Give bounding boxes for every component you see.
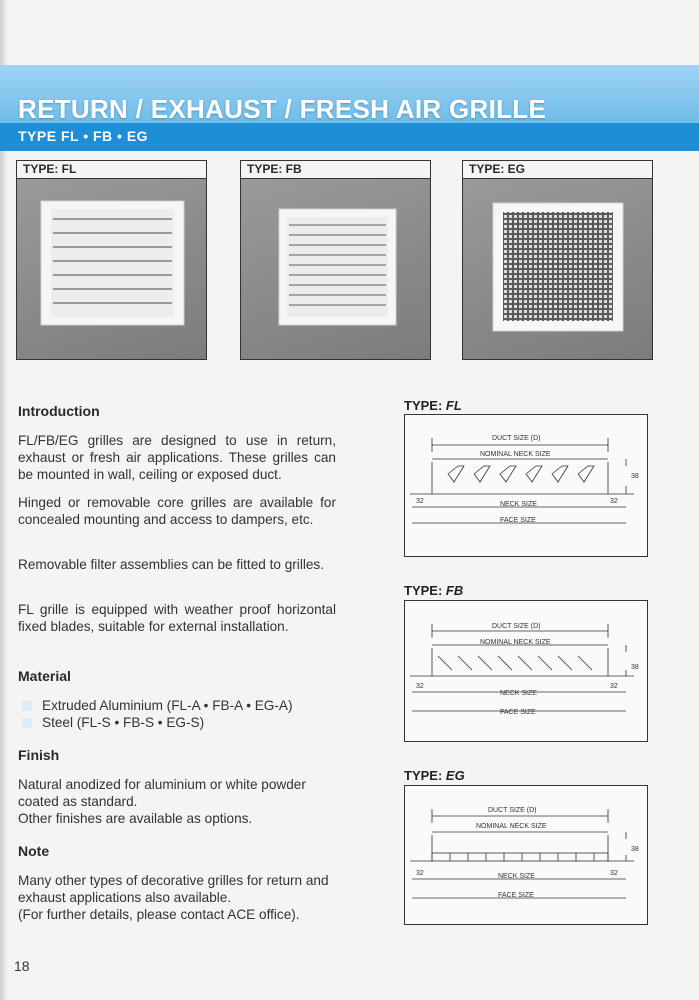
diagram-label-fb: TYPE: FB: [404, 583, 464, 598]
svg-text:NECK SIZE: NECK SIZE: [500, 501, 537, 508]
svg-text:38: 38: [631, 846, 639, 853]
intro-paragraph-2: Hinged or removable core grilles are available for concealed mounting and access to dampers, etc.: [18, 495, 336, 527]
page-number: 18: [14, 958, 30, 974]
svg-text:NECK SIZE: NECK SIZE: [498, 873, 535, 880]
svg-text:38: 38: [631, 473, 639, 480]
svg-text:FACE SIZE: FACE SIZE: [498, 892, 534, 899]
svg-text:38: 38: [631, 664, 639, 671]
page-title: RETURN / EXHAUST / FRESH AIR GRILLE: [18, 94, 547, 124]
finish-heading: Finish: [18, 747, 60, 763]
svg-text:32: 32: [416, 498, 424, 505]
photo-fl: [17, 179, 206, 359]
intro-paragraph-3: Removable filter assemblies can be fitted to grilles.: [18, 557, 324, 572]
svg-text:32: 32: [416, 683, 424, 690]
note-heading: Note: [18, 843, 50, 859]
grille-fl-image: [17, 179, 206, 359]
intro-paragraph-4: FL grille is equipped with weather proof horizontal fixed blades, suitable for external installation.: [18, 602, 336, 634]
svg-text:FACE SIZE: FACE SIZE: [500, 709, 536, 716]
svg-text:32: 32: [610, 683, 618, 690]
photo-eg: [463, 179, 652, 359]
svg-text:32: 32: [416, 870, 424, 877]
photo-label-fb: TYPE: FB: [241, 161, 430, 179]
svg-text:NECK SIZE: NECK SIZE: [500, 690, 537, 697]
photo-label-fl: TYPE: FL: [17, 161, 206, 179]
grille-fb-image: [241, 179, 430, 359]
svg-text:32: 32: [610, 870, 618, 877]
note-line-1: Many other types of decorative grilles for return and exhaust applications also available.: [18, 873, 329, 905]
svg-text:DUCT SIZE (D): DUCT SIZE (D): [492, 623, 541, 630]
introduction-heading: Introduction: [18, 403, 100, 419]
diagram-fb: [404, 600, 648, 742]
finish-line-2: Other finishes are available as options.: [18, 811, 253, 826]
photo-panel-fl: [16, 160, 207, 360]
svg-text:DUCT SIZE (D): DUCT SIZE (D): [492, 435, 541, 442]
svg-text:NOMINAL NECK SIZE: NOMINAL NECK SIZE: [480, 639, 551, 646]
bullet-box-icon: [22, 718, 32, 728]
material-item: Extruded Aluminium (FL-A • FB-A • EG-A): [22, 697, 293, 714]
photo-panel-fb: [240, 160, 431, 360]
diagram-label-fl: TYPE: FL: [404, 398, 462, 413]
svg-text:NOMINAL NECK SIZE: NOMINAL NECK SIZE: [476, 823, 547, 830]
photo-panel-eg: [462, 160, 653, 360]
diagram-fl: [404, 414, 648, 557]
photo-fb: [241, 179, 430, 359]
svg-text:DUCT SIZE (D): DUCT SIZE (D): [488, 807, 537, 814]
intro-paragraph-1: FL/FB/EG grilles are designed to use in return, exhaust or fresh air applications. These grilles can be mounted in wall, ceiling or exposed duct.: [18, 433, 336, 482]
grille-eg-image: [463, 179, 652, 359]
material-heading: Material: [18, 668, 71, 684]
bullet-box-icon: [22, 701, 32, 711]
diagram-label-eg: TYPE: EG: [404, 768, 465, 783]
diagram-eg: [404, 785, 648, 925]
material-item: Steel (FL-S • FB-S • EG-S): [22, 714, 204, 731]
photo-label-eg: TYPE: EG: [463, 161, 652, 179]
page-subtitle: TYPE FL • FB • EG: [18, 128, 149, 144]
note-line-2: (For further details, please contact ACE office).: [18, 907, 300, 922]
svg-text:32: 32: [610, 498, 618, 505]
svg-text:NOMINAL NECK SIZE: NOMINAL NECK SIZE: [480, 451, 551, 458]
svg-text:FACE SIZE: FACE SIZE: [500, 517, 536, 524]
finish-line-1: Natural anodized for aluminium or white powder coated as standard.: [18, 777, 306, 809]
